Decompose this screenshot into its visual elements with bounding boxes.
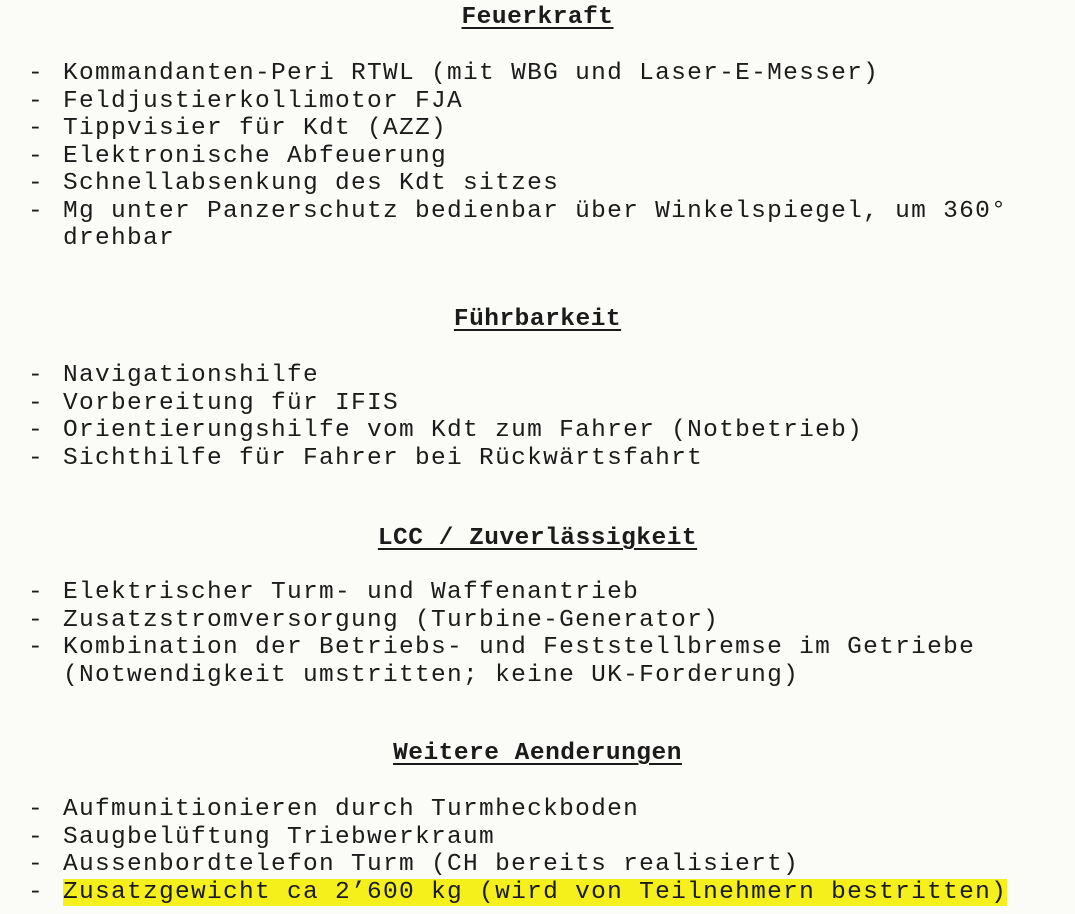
list-item: - Aussenbordtelefon Turm (CH bereits realisiert) xyxy=(28,851,800,878)
section-heading-feuerkraft: Feuerkraft xyxy=(461,4,614,31)
list-item: - Saugbelüftung Triebwerkraum xyxy=(28,823,496,851)
weitere-aenderungen-list xyxy=(28,796,1053,906)
list-item: - Aufmunitionieren durch Turmheckboden xyxy=(28,796,640,823)
list-item: - Orientierungshilfe vom Kdt zum Fahrer (Notbetrieb) xyxy=(28,417,864,444)
list-item: - Vorbereitung für IFIS xyxy=(28,389,400,417)
highlighted-text: Zusatzgewicht ca 2’600 kg (wird von Teilnehmern bestritten) xyxy=(63,878,1008,906)
list-item: - Schnellabsenkung des Kdt sitzes xyxy=(28,170,560,197)
list-item: - Elektronische Abfeuerung xyxy=(28,142,448,170)
list-item: - Mg unter Panzerschutz bedienbar über Winkelspiegel, um 360° drehbar xyxy=(28,197,1008,252)
section-heading-fuehrbarkeit: Führbarkeit xyxy=(453,306,622,333)
feuerkraft-list xyxy=(28,60,1053,253)
list-item-highlighted: - Zusatzgewicht ca 2’600 kg (wird von Teilnehmern bestritten) xyxy=(28,878,1008,906)
list-item: - Zusatzstromversorgung (Turbine-Generator) xyxy=(28,606,720,634)
section-heading-weitere-aenderungen: Weitere Aenderungen xyxy=(393,740,682,767)
list-item: - Navigationshilfe xyxy=(28,362,320,389)
section-heading-lcc-zuverlaessigkeit: LCC / Zuverlässigkeit xyxy=(377,525,698,552)
list-item: - Elektrischer Turm- und Waffenantrieb xyxy=(28,579,640,606)
lcc-list xyxy=(28,579,1053,689)
list-item: - Tippvisier für Kdt (AZZ) xyxy=(28,115,448,142)
list-item: - Kombination der Betriebs- und Feststellbremse im Getriebe (Notwendigkeit umstritten; keine UK-Forderung) xyxy=(28,634,976,689)
list-item: - Kommandanten-Peri RTWL (mit WBG und Laser-E-Messer) xyxy=(28,60,880,87)
fuehrbarkeit-list xyxy=(28,362,1053,472)
list-item: - Sichthilfe für Fahrer bei Rückwärtsfahrt xyxy=(28,444,704,472)
list-item: - Feldjustierkollimotor FJA xyxy=(28,87,464,115)
